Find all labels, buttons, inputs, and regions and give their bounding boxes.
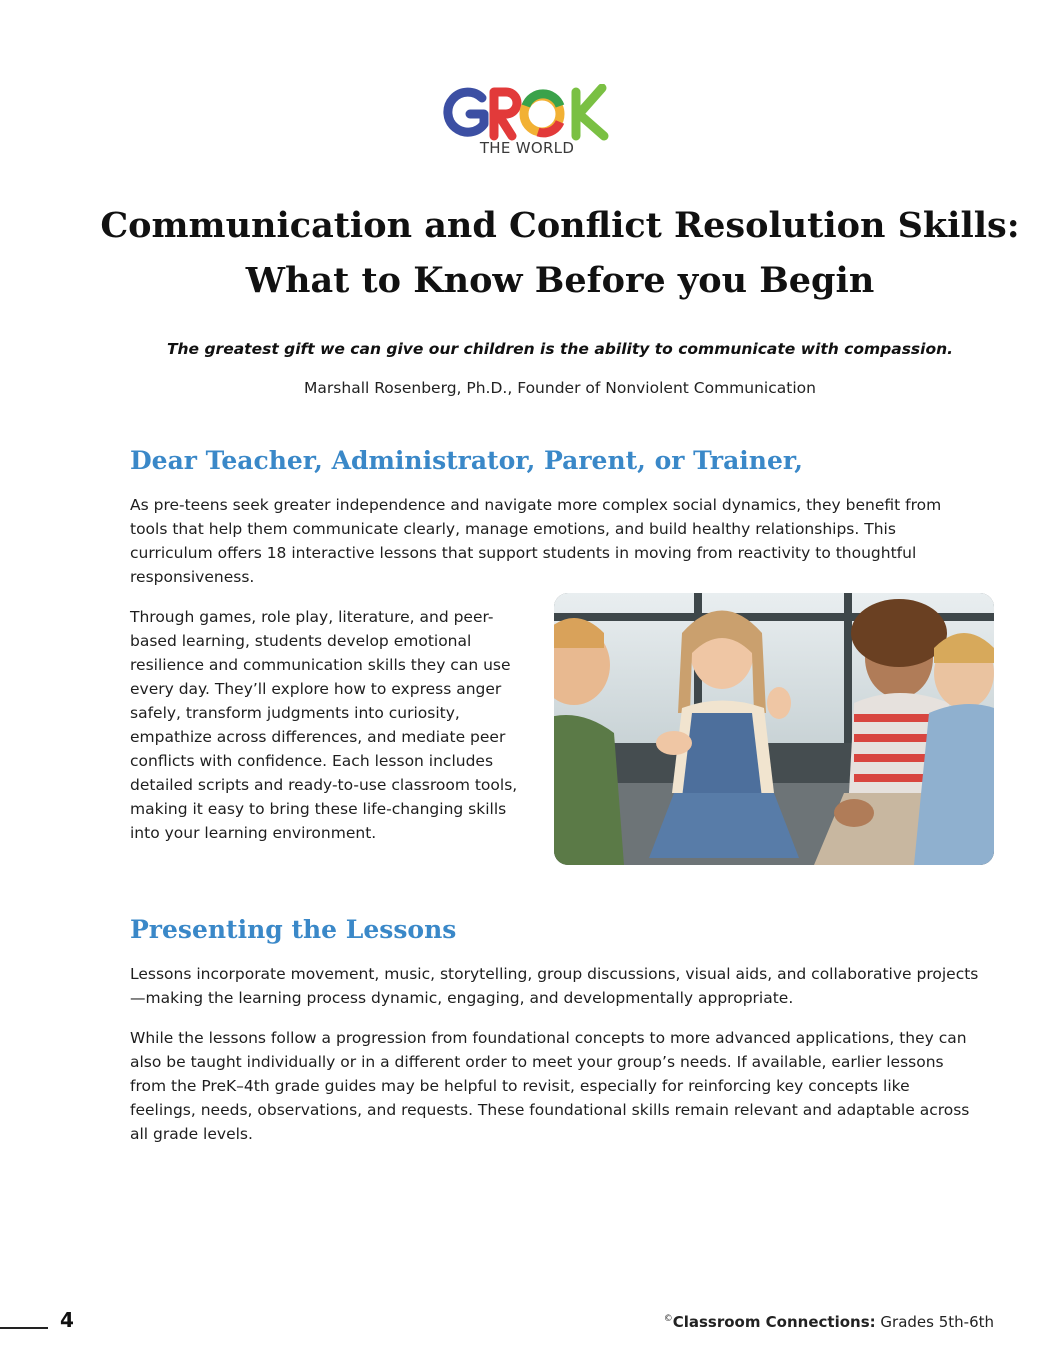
footer-grades: Grades 5th-6th [875,1313,994,1331]
brand-logo [0,84,1054,157]
section2-paragraph-1: Lessons incorporate movement, music, storytelling, group discussions, visual aids, and collaborative projects—making the learning process dynamic, engaging, and developmentally appropriate. [130,965,979,1007]
footer-rule [0,1327,48,1329]
copyright-symbol: © [663,1314,673,1324]
footer-brand: Classroom Connections: [672,1313,876,1331]
section2-paragraph-2: While the lessons follow a progression from foundational concepts to more advanced applications, they can also be taught individually or in a different order to meet your group’s needs. If available, earlier lessons from the PreK–4th grade guides may be helpful to revisit, especially for reinforcing key concepts like feelings, needs, observations, and requests. These foundational skills remain relevant and adaptable across all grade levels. [130,1029,970,1143]
logo-wordmark [0,84,1054,142]
section-heading-dear-teacher: Dear Teacher, Administrator, Parent, or Trainer, [130,446,803,475]
page-title [60,198,1054,308]
section1-paragraph-2: Through games, role play, literature, and peer-based learning, students develop emotional resilience and communication skills they can use every day. They’ll explore how to express anger safely, transform judgments into curiosity, empathize across differences, and mediate peer conflicts with confidence. Each lesson includes detailed scripts and ready-to-use classroom tools, making it easy to bring these life-changing skills into your learning environment. [130,608,518,842]
title-line-1: Communication and Conflict Resolution Skills: [100,205,1020,246]
children-discussion-image [554,593,994,865]
footer-credit [664,1313,994,1331]
section-heading-presenting-lessons: Presenting the Lessons [130,915,457,944]
epigraph-quote: The greatest gift we can give our children is the ability to communicate with compassion. [166,340,954,358]
section1-paragraph-1: As pre-teens seek greater independence and navigate more complex social dynamics, they benefit from tools that help them communicate clearly, manage emotions, and build healthy relationships. This curriculum offers 18 interactive lessons that support students in moving from reactivity to thoughtful responsiveness. [130,496,942,586]
title-line-2: What to Know Before you Begin [245,260,875,301]
logo-tagline: THE WORLD [479,139,575,157]
logo-grok-graphic [442,84,612,142]
epigraph-attribution: Marshall Rosenberg, Ph.D., Founder of Nonviolent Communication [304,379,816,397]
classroom-photo [554,593,994,865]
page-number: 4 [60,1308,74,1332]
